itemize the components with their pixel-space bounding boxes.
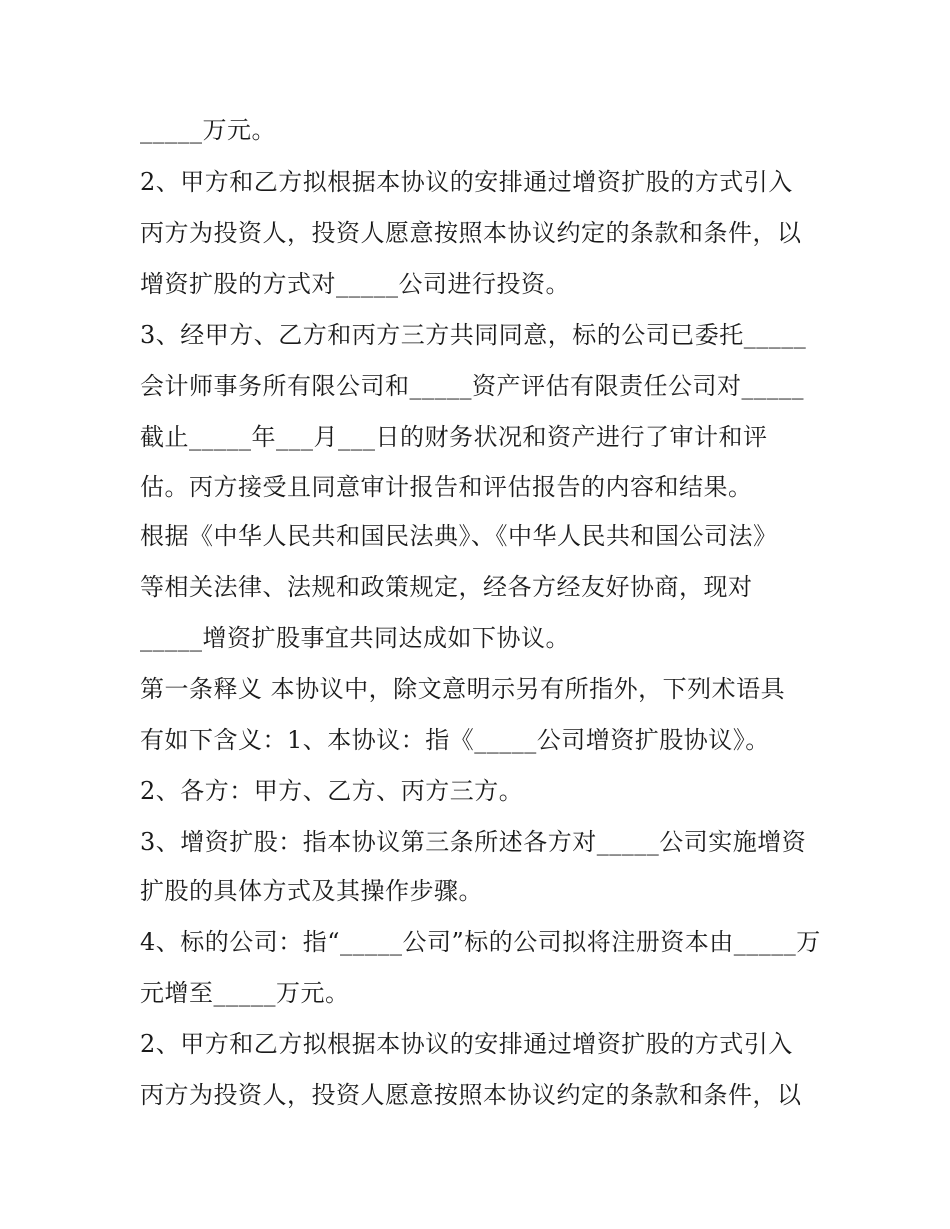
text-line: 估。丙方接受且同意审计报告和评估报告的内容和结果。 — [140, 473, 753, 501]
text-line: 4、标的公司：指“_____公司”标的公司拟将注册资本由_____万 — [140, 928, 821, 956]
text-line: 元增至_____万元。 — [140, 979, 350, 1007]
text-line: 2、各方：甲方、乙方、丙方三方。 — [140, 777, 524, 805]
text-line: 2、甲方和乙方拟根据本协议的安排通过增资扩股的方式引入 — [140, 1030, 793, 1058]
text-line: 扩股的具体方式及其操作步骤。 — [140, 877, 483, 905]
text-line: 截止_____年___月___日的财务状况和资产进行了审计和评 — [140, 423, 768, 451]
text-line: 3、增资扩股：指本协议第三条所述各方对_____公司实施增资 — [140, 828, 807, 856]
text-line: 丙方为投资人，投资人愿意按照本协议约定的条款和条件，以 — [140, 1081, 802, 1109]
text-line: 第一条释义 本协议中，除文意明示另有所指外，下列术语具 — [140, 675, 786, 703]
text-line: 等相关法律、法规和政策规定，经各方经友好协商，现对 — [140, 573, 753, 601]
text-line: _____万元。 — [140, 116, 276, 144]
text-line: 2、甲方和乙方拟根据本协议的安排通过增资扩股的方式引入 — [140, 168, 793, 196]
text-line: 增资扩股的方式对_____公司进行投资。 — [140, 270, 570, 298]
text-line: 有如下含义：1、本协议：指《_____公司增资扩股协议》。 — [140, 726, 770, 754]
text-line: 会计师事务所有限公司和_____资产评估有限责任公司对_____ — [140, 372, 804, 400]
text-line: 丙方为投资人，投资人愿意按照本协议约定的条款和条件，以 — [140, 219, 802, 247]
text-line: 根据《中华人民共和国民法典》、《中华人民共和国公司法》 — [140, 522, 778, 550]
text-line: _____增资扩股事宜共同达成如下协议。 — [140, 624, 570, 652]
text-line: 3、经甲方、乙方和丙方三方共同同意，标的公司已委托_____ — [140, 321, 807, 349]
